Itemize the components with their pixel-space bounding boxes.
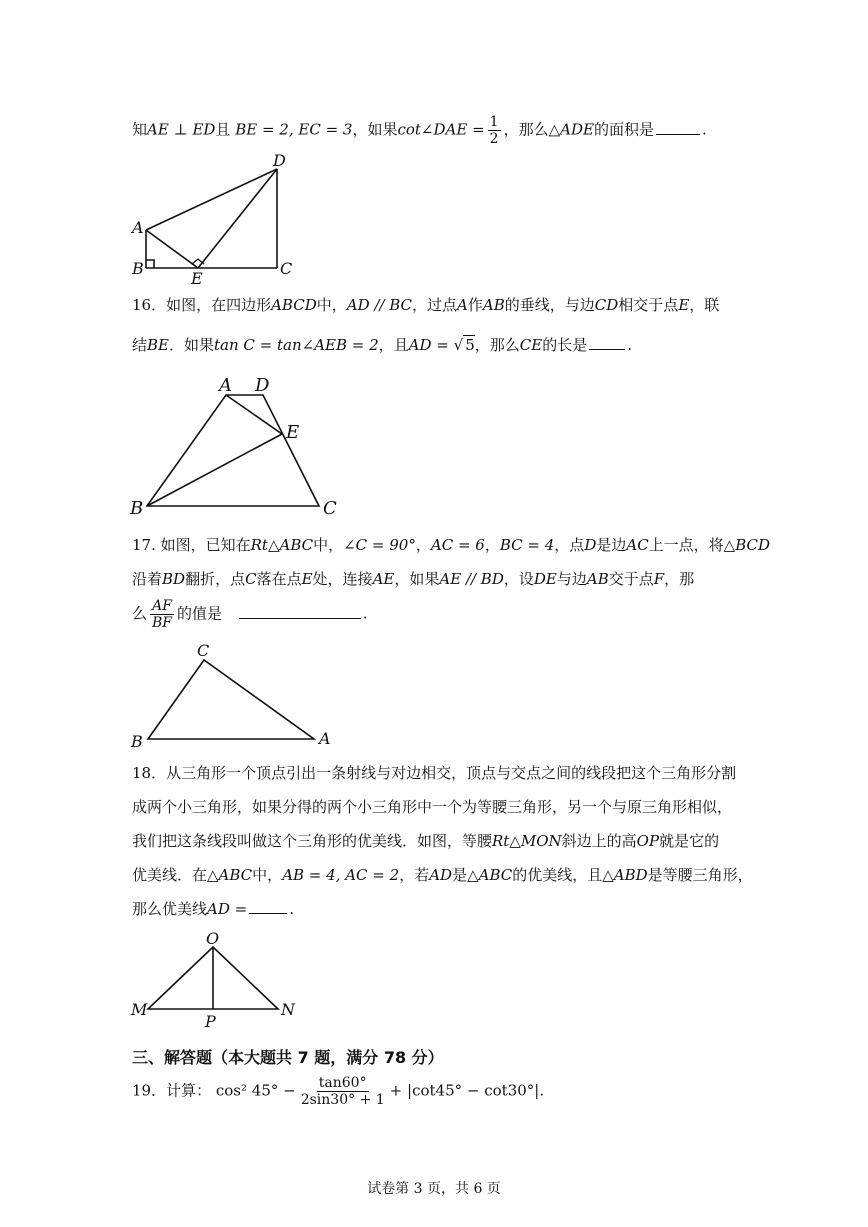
q18-text-4e: 的优美线，且△	[512, 866, 614, 884]
q18-line1	[132, 762, 736, 783]
figure-18	[125, 925, 305, 1035]
q16-text-i: ．如果	[169, 336, 215, 354]
q16-e: E	[678, 296, 690, 314]
fig15-right-angle-b	[146, 260, 154, 268]
q17-frac-den: BF	[152, 615, 173, 632]
q17-line3	[132, 598, 368, 631]
q16-ad-eq: AD =	[408, 336, 449, 354]
fig16-be	[147, 434, 282, 506]
q15-perp: AE ⊥ ED	[147, 120, 216, 139]
fig17-label-c: C	[197, 641, 210, 660]
q16-be: BE	[147, 336, 169, 354]
fig18-label-o: O	[206, 929, 220, 948]
fig16-quadrilateral	[147, 395, 319, 506]
q17-text-p: ，那	[664, 570, 695, 588]
q17-text-m: ，设	[503, 570, 534, 588]
fig16-label-d: D	[255, 375, 270, 396]
q19-term1: cos² 45° −	[215, 1081, 296, 1100]
section-3-heading: 三、解答题（本大题共 7 题，满分 78 分）	[132, 1048, 444, 1067]
q18-text-4d: 是△	[452, 866, 479, 884]
figure-15	[125, 150, 305, 290]
q17-ae-bd: AE // BD	[439, 570, 504, 588]
q18-text-3c: 就是它的	[659, 832, 720, 850]
q15-cot: cot∠DAE =	[397, 120, 485, 139]
q17-f: F	[653, 570, 665, 588]
q17-text-j: 落在点	[256, 570, 302, 588]
q15-and: 且	[215, 120, 231, 139]
q18-text-4f: 是等腰三角形，	[647, 866, 753, 884]
q16-text-d: 作	[467, 296, 483, 314]
q17-text-i: 翻折，点	[185, 570, 246, 588]
q17-line1	[132, 534, 770, 555]
q18-line4	[132, 864, 753, 885]
fig15-label-b: B	[132, 259, 144, 278]
q16-abcd: ABCD	[271, 296, 317, 314]
q15-frac-den: 2	[489, 131, 499, 148]
q17-text-o: 交于点	[608, 570, 654, 588]
q19-frac-den: 2sin30° + 1	[300, 1092, 385, 1109]
fig15-label-d: D	[273, 151, 286, 170]
q16-a: A	[457, 296, 468, 314]
fig17-label-b: B	[131, 732, 143, 751]
q16-ab: AB	[482, 296, 505, 314]
fig16-label-b: B	[130, 498, 144, 519]
q18-lengths: AB = 4, AC = 2	[282, 866, 400, 884]
q16-ad-bc: AD // BC	[346, 296, 413, 314]
q17-text-f: 是边	[596, 536, 627, 554]
fig16-label-a: A	[219, 375, 232, 396]
q17-line2	[132, 568, 694, 589]
fig18-label-m: M	[131, 1000, 148, 1019]
q16-text-l: 的长是	[542, 336, 588, 354]
q17-bcd: BCD	[735, 536, 771, 554]
fig18-label-n: N	[281, 1000, 295, 1019]
fig15-ad-line	[146, 169, 277, 230]
q18-mon: Rt△MON	[492, 832, 562, 850]
q18-abc: ABC	[218, 866, 253, 884]
q17-text-e: ，点	[554, 536, 585, 554]
q17-text-b: 中，	[313, 536, 344, 554]
q18-text-2: 成两个小三角形，如果分得的两个小三角形中一个为等腰三角形，另一个与原三角形相似，	[132, 798, 733, 816]
q16-ce: CE	[519, 336, 543, 354]
q18-ad-eq: AD =	[207, 900, 248, 918]
q17-frac-num: AF	[152, 598, 172, 614]
q18-line3	[132, 830, 719, 851]
q15-area-text: 的面积是	[593, 120, 654, 139]
q17-text-a: 17. 如图，已知在	[132, 536, 251, 554]
q17-text-c: ，	[415, 536, 431, 554]
q19-frac-num: tan60°	[318, 1075, 367, 1091]
q17-c: C	[245, 570, 257, 588]
fig18-label-p: P	[205, 1012, 216, 1031]
q17-bd: BD	[162, 570, 186, 588]
q18-text-3a: 我们把这条线段叫做这个三角形的优美线．如图，等腰	[132, 832, 493, 850]
fig16-label-c: C	[323, 498, 337, 519]
q17-text-h: 沿着	[132, 570, 163, 588]
q17-text-g: 上一点，将△	[648, 536, 736, 554]
q19-fraction	[299, 1075, 387, 1108]
q16-cd: CD	[594, 296, 619, 314]
q18-ad: AD	[429, 866, 453, 884]
q17-fraction	[150, 598, 174, 631]
q19-line	[132, 1075, 544, 1108]
fig15-ed	[198, 169, 277, 268]
q18-abd: ABD	[613, 866, 648, 884]
q17-e: E	[301, 570, 313, 588]
q18-abc2: ABC	[478, 866, 513, 884]
q15-end: .	[701, 120, 707, 139]
q17-text-q: 么	[132, 604, 148, 623]
q16-text-j: ，且	[378, 336, 409, 354]
q15-fraction	[488, 114, 501, 147]
q17-d: D	[584, 536, 597, 554]
q18-text-3b: 斜边上的高	[561, 832, 637, 850]
q15-if: ，如果	[352, 120, 398, 139]
q16-line1	[132, 294, 719, 315]
q17-angle: ∠C = 90°	[343, 536, 416, 554]
q19-label: 19．计算：	[132, 1081, 212, 1100]
q17-bc: BC = 4	[499, 536, 555, 554]
q17-de: DE	[533, 570, 557, 588]
q15-text	[132, 114, 707, 147]
fig15-label-c: C	[280, 259, 293, 278]
q18-text-4b: 中，	[252, 866, 283, 884]
q19-end: .	[539, 1081, 545, 1100]
q17-ae: AE	[372, 570, 395, 588]
q16-tan: tan C = tan∠AEB = 2	[214, 336, 379, 354]
q15-answer-blank[interactable]	[656, 133, 700, 135]
fig17-triangle	[148, 660, 314, 739]
page-footer: 试卷第 3 页，共 6 页	[367, 1181, 501, 1197]
figure-17	[125, 640, 345, 755]
q16-text-c: ，过点	[412, 296, 458, 314]
q17-end: .	[362, 604, 368, 623]
q17-rt: Rt△ABC	[250, 536, 314, 554]
q16-text-h: 结	[132, 336, 148, 354]
q18-text-1: 18．从三角形一个顶点引出一条射线与对边相交，顶点与交点之间的线段把这个三角形分割	[132, 764, 737, 782]
q15-intro: 知	[132, 120, 148, 139]
q16-text-k: ，那么	[474, 336, 520, 354]
q17-answer-blank[interactable]	[239, 617, 361, 619]
q18-answer-blank[interactable]	[249, 912, 287, 914]
q16-text-a: 16．如图，在四边形	[132, 296, 272, 314]
q17-ac2: AC	[626, 536, 649, 554]
q18-line2	[132, 796, 732, 817]
q18-end: .	[289, 900, 294, 918]
q16-text-f: 相交于点	[618, 296, 679, 314]
q17-text-d: ，	[484, 536, 500, 554]
q16-sqrt: 5	[465, 336, 475, 354]
q16-line2: 结BE．如果tan C = tan∠AEB = 2，且AD = √ 5，那么CE的长是 .	[132, 336, 632, 354]
q15-lengths: BE = 2, EC = 3	[235, 120, 353, 139]
fig15-label-e: E	[191, 269, 203, 288]
fig15-label-a: A	[132, 218, 144, 237]
q16-text-e: 的垂线，与边	[504, 296, 595, 314]
figure-16	[125, 370, 355, 520]
q16-text-g: ，联	[689, 296, 720, 314]
q16-answer-blank[interactable]	[589, 348, 625, 350]
q17-text-n: 与边	[556, 570, 587, 588]
q15-frac-num: 1	[489, 114, 499, 130]
q16-end: .	[627, 336, 632, 354]
q18-line5	[132, 898, 294, 919]
q17-ab: AB	[586, 570, 609, 588]
q18-text-4a: 优美线．在△	[132, 866, 219, 884]
q18-text-4c: ，若	[399, 866, 430, 884]
q18-text-5a: 那么优美线	[132, 900, 208, 918]
q17-text-k: 处，连接	[312, 570, 373, 588]
q17-ac: AC = 6	[430, 536, 485, 554]
q18-op: OP	[636, 832, 660, 850]
fig16-label-e: E	[286, 422, 300, 443]
q19-plus: +	[389, 1081, 403, 1100]
q17-text-r: 的值是	[177, 604, 223, 623]
q15-triangle: ADE	[560, 120, 594, 139]
q16-text-b: 中，	[316, 296, 347, 314]
q17-text-l: ，如果	[394, 570, 440, 588]
q15-then: ，那么△	[503, 120, 561, 139]
fig17-label-a: A	[319, 729, 331, 748]
q19-abs: |cot45° − cot30°|	[407, 1081, 540, 1100]
